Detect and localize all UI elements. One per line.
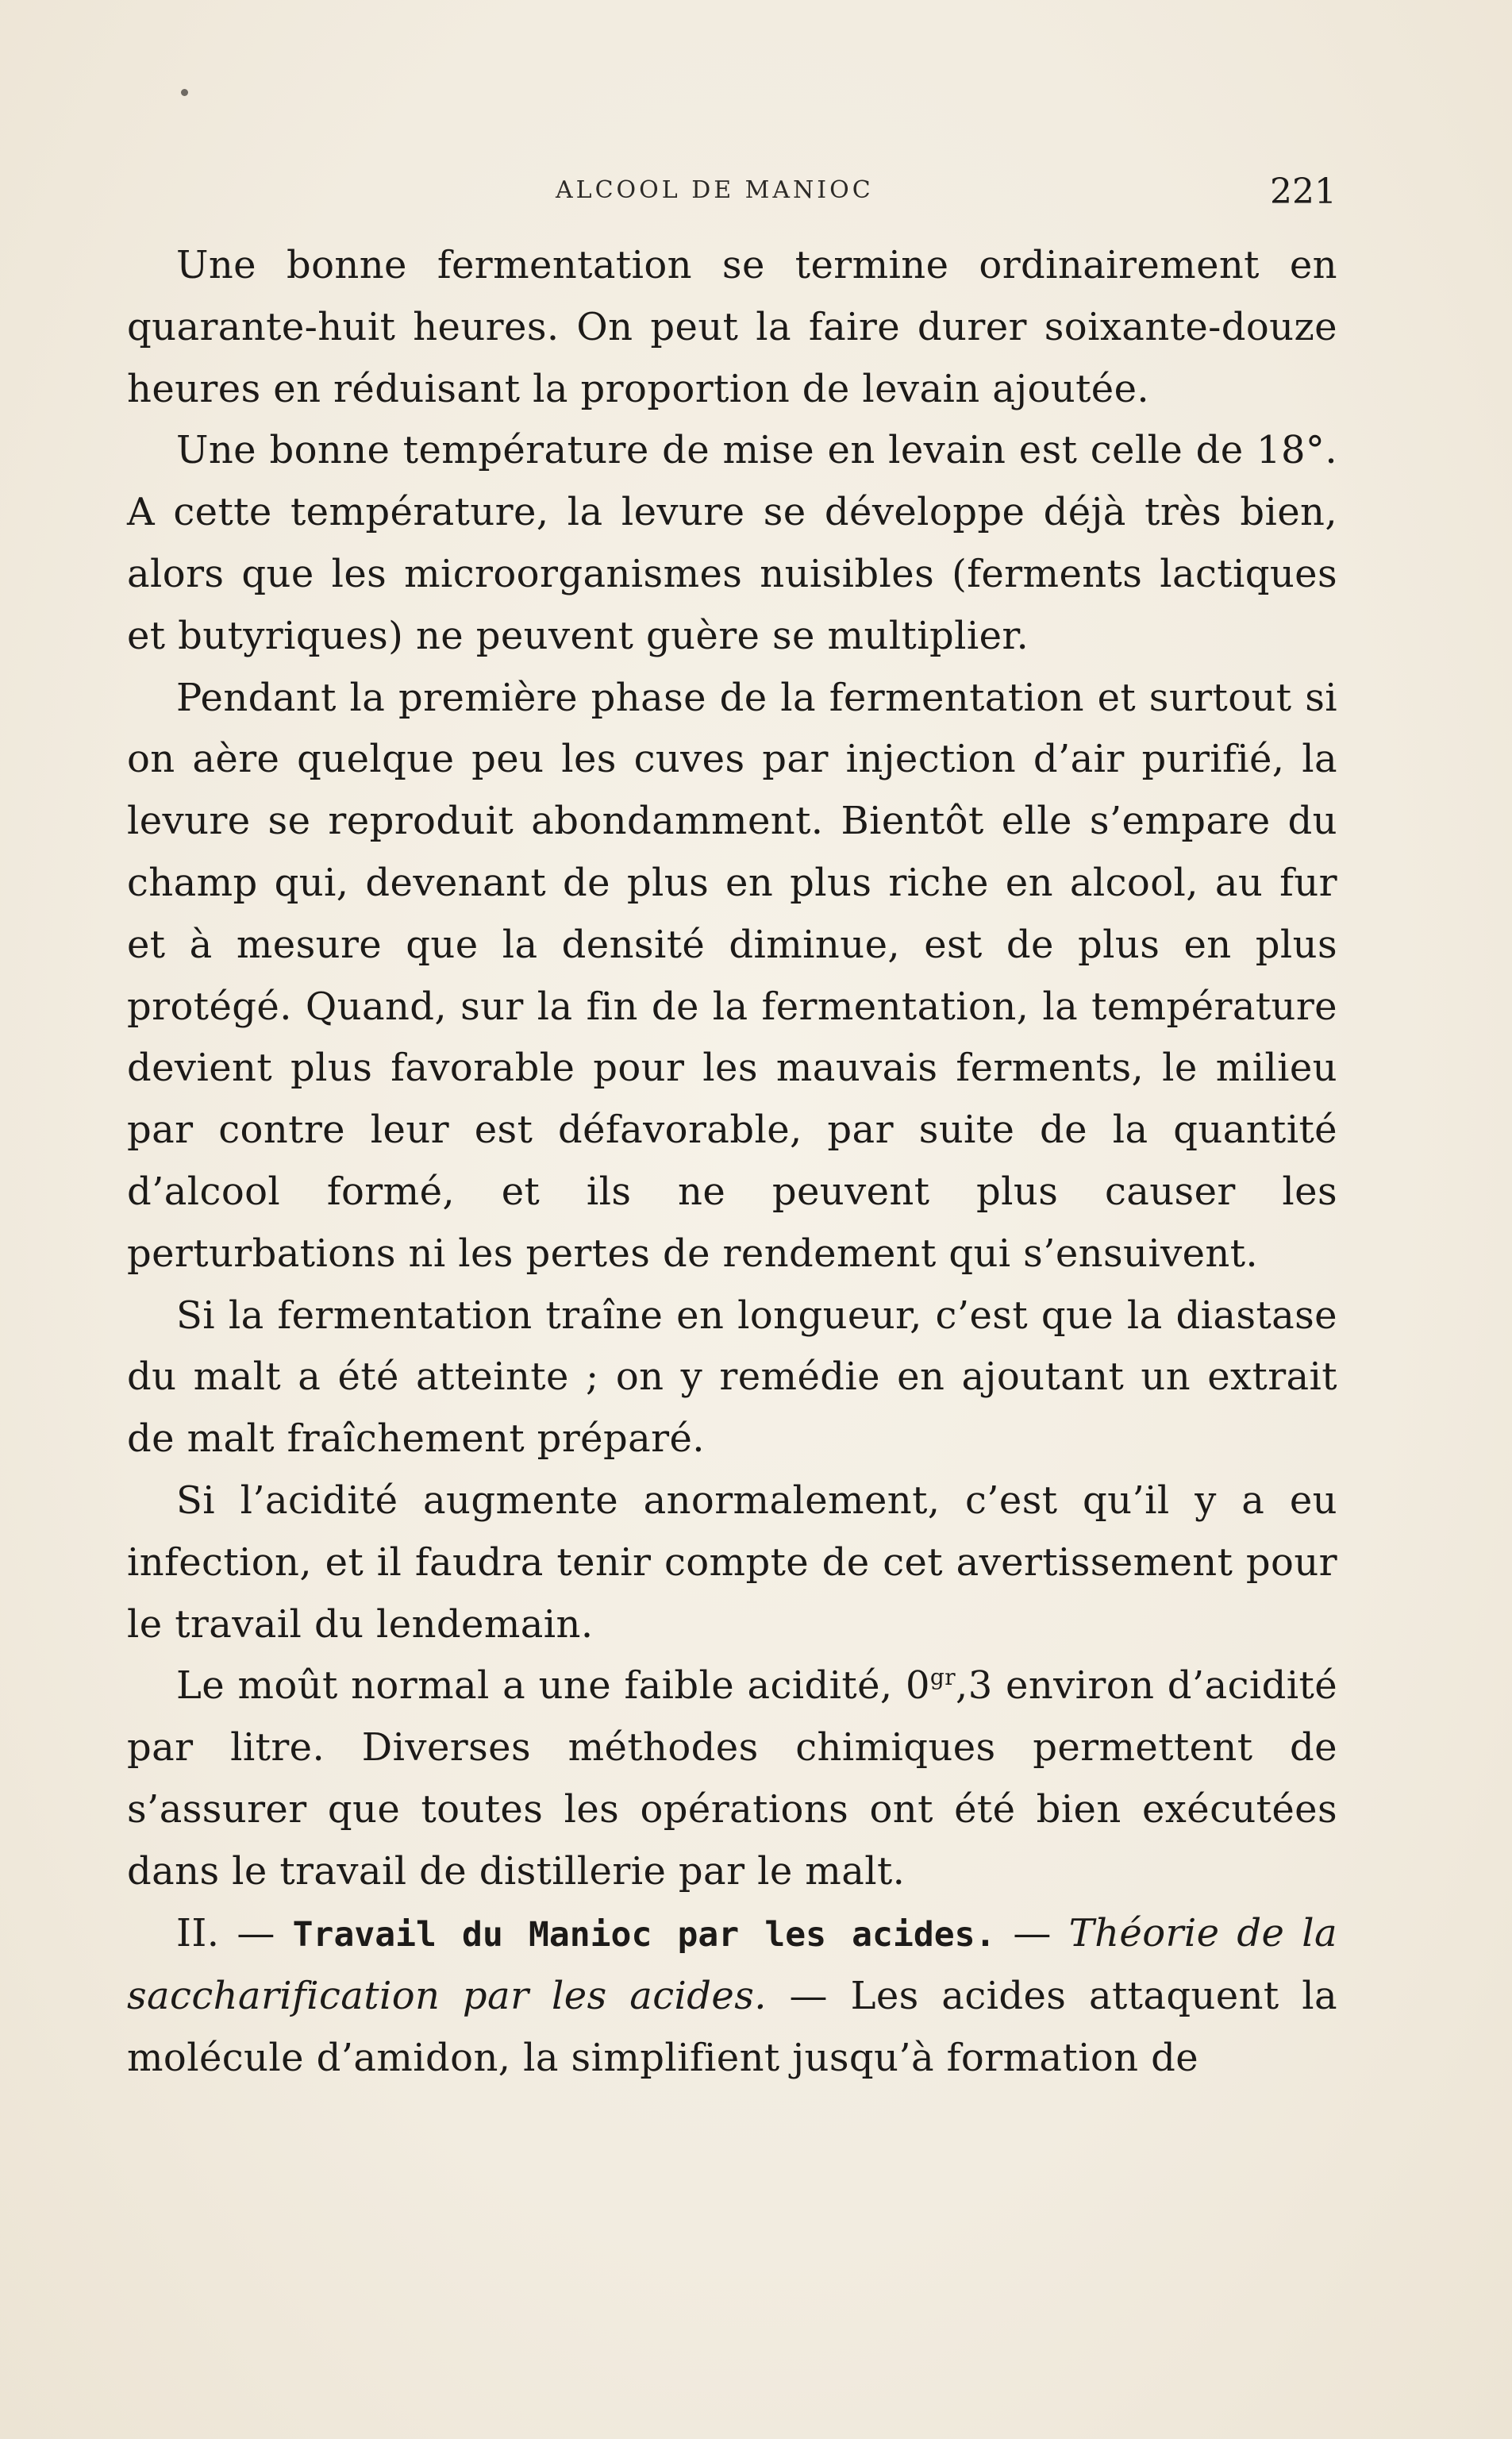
paragraph-normal-must (127, 1655, 1337, 1902)
paragraph-slow-fermentation: Si la fermentation traîne en longueur, c’est que la diastase du malt a été atteinte ; on y remédie en ajoutant un extrait de malt fraîchement préparé. (127, 1293, 1337, 1462)
paragraph-first-phase: Pendant la première phase de la fermentation et surtout si on aère quelque peu les cuves par injection d’air purifié, la levure se reproduit abondamment. Bientôt elle s’empare du champ qui, devenant de plus en plus riche en alcool, au fur et à mesure que la densité diminue, est de plus en plus protégé. Quand, sur la fin de la fermentation, la température devient plus favorable pour les mauvais ferments, le milieu par contre leur est défavorable, par suite de la quantité d’alcool formé, et ils ne peuvent plus causer les perturbations ni les pertes de rendement qui s’ensuivent. (127, 675, 1337, 1276)
section-subtitle: Théorie de la saccharification par les acides. (127, 1910, 1337, 2019)
acidity-text-before: Le moût normal a une faible acidité, 0 (176, 1663, 930, 1709)
body-text (127, 235, 1337, 2090)
acidity-text-after: ,3 environ d’acidité par litre. Diverses méthodes chimiques permettent de s’assurer que toutes les opérations ont été bien exécutées dans le travail de distillerie par le malt. (127, 1663, 1338, 1894)
page-number: 221 (1270, 171, 1337, 212)
paragraph-acid-section (127, 1903, 1337, 2090)
gram-unit-superscript: gr (929, 1664, 956, 1691)
paragraph-fermentation-duration: Une bonne fermentation se termine ordinairement en quarante-huit heures. On peut la faire durer soixante-douze heures en réduisant la proportion de levain ajoutée. (127, 243, 1337, 411)
paragraph-temperature: Une bonne température de mise en levain est celle de 18°. A cette température, la levure se développe déjà très bien, alors que les microorganismes nuisibles (ferments lactiques et butyriques) ne peuvent guère se multiplier. (127, 428, 1337, 658)
paragraph-acidity-increase: Si l’acidité augmente anormalement, c’est qu’il y a eu infection, et il faudra tenir compte de cet avertissement pour le travail du lendemain. (127, 1478, 1337, 1647)
ink-speck (181, 89, 188, 96)
section-dash: — (995, 1910, 1069, 1955)
section-number: II. — (176, 1910, 275, 1955)
section-body: — Les acides attaquent la molécule d’amidon, la simplifient jusqu’à formation de (127, 1974, 1337, 2081)
section-title: Travail du Manioc par les acides. (292, 1914, 996, 1955)
running-title: ALCOOL DE MANIOC (556, 176, 874, 204)
